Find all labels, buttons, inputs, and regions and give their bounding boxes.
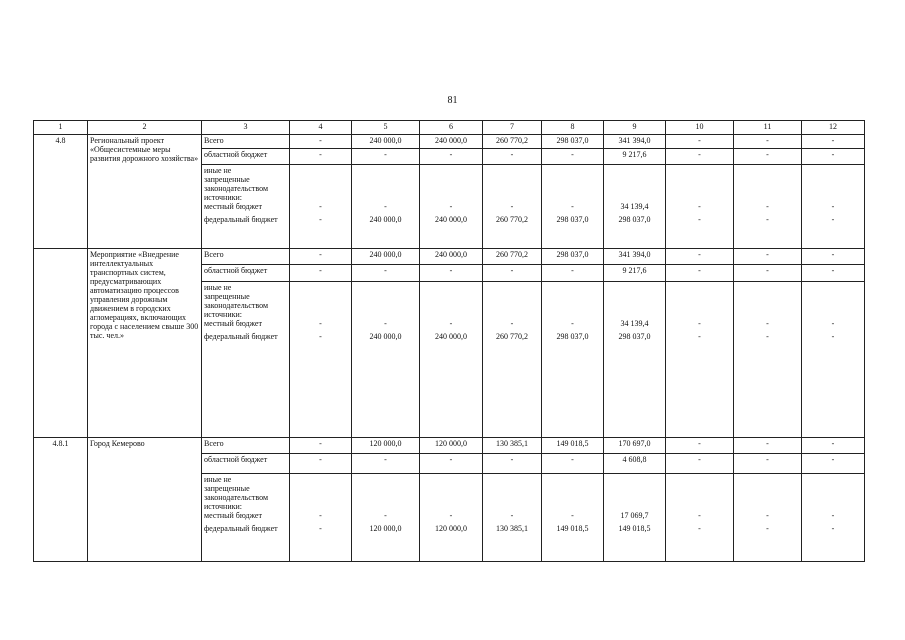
column-number: 3 bbox=[202, 121, 290, 135]
value-local: - bbox=[449, 319, 453, 328]
value-cell: - bbox=[802, 438, 865, 454]
value-cell: 240 000,0 bbox=[352, 135, 420, 149]
value-cell bbox=[734, 282, 802, 438]
other-sources-line: законодательством bbox=[204, 301, 269, 310]
source-label-regional: областной бюджет bbox=[202, 149, 290, 165]
value-cell bbox=[420, 282, 483, 438]
value-local: - bbox=[698, 202, 701, 211]
source-label-total: Всего bbox=[202, 135, 290, 149]
value-cell: - bbox=[483, 454, 542, 474]
value-local: - bbox=[766, 319, 769, 328]
value-federal: - bbox=[319, 215, 322, 224]
value-cell: 120 000,0 bbox=[352, 438, 420, 454]
value-cell bbox=[483, 474, 542, 562]
value-local: - bbox=[571, 202, 574, 211]
other-sources-line: запрещенные bbox=[204, 484, 250, 493]
value-cell: - bbox=[483, 265, 542, 282]
value-cell: - bbox=[290, 249, 352, 265]
budget-table bbox=[33, 120, 865, 562]
value-cell bbox=[666, 165, 734, 249]
value-federal: 260 770,2 bbox=[496, 215, 528, 224]
column-number: 6 bbox=[420, 121, 483, 135]
value-cell: - bbox=[666, 265, 734, 282]
value-cell: - bbox=[290, 438, 352, 454]
value-local: - bbox=[510, 319, 514, 328]
value-cell: 240 000,0 bbox=[420, 249, 483, 265]
item-number bbox=[34, 249, 88, 438]
value-cell: 260 770,2 bbox=[483, 249, 542, 265]
value-local: - bbox=[384, 319, 387, 328]
column-number: 9 bbox=[604, 121, 666, 135]
value-cell bbox=[666, 282, 734, 438]
column-number: 12 bbox=[802, 121, 865, 135]
value-local: - bbox=[571, 319, 574, 328]
value-cell: - bbox=[290, 135, 352, 149]
value-local: - bbox=[449, 202, 453, 211]
value-cell: - bbox=[290, 265, 352, 282]
value-cell: - bbox=[802, 135, 865, 149]
value-cell: - bbox=[734, 265, 802, 282]
other-sources-line: иные не bbox=[204, 475, 232, 484]
value-federal: - bbox=[766, 215, 769, 224]
value-cell bbox=[483, 282, 542, 438]
value-cell: 298 037,0 bbox=[542, 135, 604, 149]
value-cell bbox=[290, 282, 352, 438]
value-federal: - bbox=[698, 524, 701, 533]
value-cell: 149 018,5 bbox=[542, 438, 604, 454]
value-cell bbox=[420, 474, 483, 562]
value-cell: 260 770,2 bbox=[483, 135, 542, 149]
value-cell: - bbox=[290, 454, 352, 474]
value-federal: - bbox=[766, 332, 769, 341]
value-cell bbox=[352, 474, 420, 562]
value-local: - bbox=[766, 511, 769, 520]
value-cell bbox=[734, 165, 802, 249]
value-cell: - bbox=[666, 249, 734, 265]
value-local: - bbox=[449, 511, 453, 520]
value-cell: - bbox=[666, 135, 734, 149]
value-cell: - bbox=[420, 454, 483, 474]
value-federal: - bbox=[831, 332, 835, 341]
value-cell: 341 394,0 bbox=[604, 249, 666, 265]
value-cell: - bbox=[483, 149, 542, 165]
value-cell: - bbox=[802, 265, 865, 282]
value-local: - bbox=[384, 202, 387, 211]
other-sources-line: иные не bbox=[204, 166, 232, 175]
column-number: 10 bbox=[666, 121, 734, 135]
column-number-row bbox=[34, 121, 865, 135]
value-cell: - bbox=[352, 149, 420, 165]
value-cell bbox=[542, 474, 604, 562]
value-federal: 130 385,1 bbox=[496, 524, 528, 533]
other-sources-line: источники: bbox=[204, 502, 242, 511]
value-local: - bbox=[384, 511, 387, 520]
value-local: - bbox=[698, 319, 701, 328]
value-cell: 130 385,1 bbox=[483, 438, 542, 454]
value-cell bbox=[666, 474, 734, 562]
value-cell bbox=[604, 282, 666, 438]
page-number: 81 bbox=[447, 95, 458, 106]
source-label-total: Всего bbox=[202, 438, 290, 454]
value-cell: - bbox=[734, 149, 802, 165]
source-label-federal: федеральный бюджет bbox=[204, 215, 278, 224]
value-cell bbox=[352, 165, 420, 249]
value-cell: - bbox=[802, 249, 865, 265]
source-label-local: местный бюджет bbox=[204, 202, 262, 211]
item-title: Город Кемерово bbox=[88, 438, 202, 562]
value-cell bbox=[802, 282, 865, 438]
value-federal: 120 000,0 bbox=[369, 524, 402, 533]
value-cell: - bbox=[734, 249, 802, 265]
value-cell bbox=[483, 165, 542, 249]
value-local: - bbox=[319, 511, 322, 520]
value-cell: - bbox=[734, 454, 802, 474]
column-number: 4 bbox=[290, 121, 352, 135]
other-sources-line: законодательством bbox=[204, 184, 269, 193]
value-local: 34 139,4 bbox=[620, 319, 649, 328]
column-number: 1 bbox=[34, 121, 88, 135]
value-cell bbox=[734, 474, 802, 562]
value-federal: - bbox=[831, 215, 835, 224]
value-federal: - bbox=[698, 215, 701, 224]
value-local: - bbox=[319, 202, 322, 211]
column-number: 11 bbox=[734, 121, 802, 135]
value-cell: - bbox=[290, 149, 352, 165]
column-number: 2 bbox=[88, 121, 202, 135]
column-number: 7 bbox=[483, 121, 542, 135]
column-number: 8 bbox=[542, 121, 604, 135]
value-cell: - bbox=[420, 149, 483, 165]
value-cell: 240 000,0 bbox=[420, 135, 483, 149]
value-federal: 240 000,0 bbox=[369, 215, 402, 224]
value-cell: 120 000,0 bbox=[420, 438, 483, 454]
value-federal: 240 000,0 bbox=[369, 332, 402, 341]
value-cell bbox=[802, 474, 865, 562]
source-label-other bbox=[202, 165, 290, 249]
source-label-other bbox=[202, 282, 290, 438]
value-federal: 298 037,0 bbox=[556, 215, 589, 224]
value-cell: 9 217,6 bbox=[604, 149, 666, 165]
value-cell bbox=[542, 282, 604, 438]
value-cell: - bbox=[666, 149, 734, 165]
source-label-local: местный бюджет bbox=[204, 319, 262, 328]
other-sources-line: запрещенные bbox=[204, 292, 250, 301]
value-cell: - bbox=[666, 438, 734, 454]
value-local: - bbox=[510, 202, 514, 211]
value-federal: - bbox=[319, 332, 322, 341]
other-sources-line: иные не bbox=[204, 283, 232, 292]
value-federal: - bbox=[766, 524, 769, 533]
item-number: 4.8.1 bbox=[34, 438, 88, 562]
value-cell bbox=[352, 282, 420, 438]
value-federal: - bbox=[698, 332, 701, 341]
value-cell: - bbox=[734, 135, 802, 149]
value-local: - bbox=[831, 511, 835, 520]
item-number: 4.8 bbox=[34, 135, 88, 249]
value-local: - bbox=[571, 511, 574, 520]
value-cell bbox=[604, 165, 666, 249]
value-cell: 341 394,0 bbox=[604, 135, 666, 149]
value-federal: 260 770,2 bbox=[496, 332, 528, 341]
other-sources-line: запрещенные bbox=[204, 175, 250, 184]
value-cell: - bbox=[352, 265, 420, 282]
source-label-federal: федеральный бюджет bbox=[204, 524, 278, 533]
column-number: 5 bbox=[352, 121, 420, 135]
other-sources-line: законодательством bbox=[204, 493, 269, 502]
value-cell: - bbox=[542, 454, 604, 474]
source-label-federal: федеральный бюджет bbox=[204, 332, 278, 341]
value-federal: - bbox=[831, 524, 835, 533]
value-cell: - bbox=[420, 265, 483, 282]
value-cell bbox=[604, 474, 666, 562]
budget-row-total bbox=[34, 249, 865, 265]
budget-row-total bbox=[34, 135, 865, 149]
item-title: Мероприятие «Внедрение интеллектуальных транспортных систем, предусматривающих автоматизацию процессов управления дорожным движением в городских агломерациях, включающих города с населением свыше 300 тыс. чел.» bbox=[88, 249, 202, 438]
value-cell bbox=[802, 165, 865, 249]
value-cell: - bbox=[802, 149, 865, 165]
value-local: - bbox=[698, 511, 701, 520]
value-cell bbox=[290, 165, 352, 249]
value-federal: 298 037,0 bbox=[556, 332, 589, 341]
value-cell: - bbox=[542, 149, 604, 165]
value-cell bbox=[542, 165, 604, 249]
value-cell: 298 037,0 bbox=[542, 249, 604, 265]
value-cell: - bbox=[542, 265, 604, 282]
value-local: 17 069,7 bbox=[620, 511, 649, 520]
value-local: - bbox=[766, 202, 769, 211]
value-federal: 240 000,0 bbox=[435, 332, 467, 341]
value-local: - bbox=[319, 319, 322, 328]
value-federal: 149 018,5 bbox=[618, 524, 651, 533]
item-title: Региональный проект «Общесистемные меры развития дорожного хозяйства» bbox=[88, 135, 202, 249]
value-federal: - bbox=[319, 524, 322, 533]
value-local: - bbox=[831, 202, 835, 211]
source-label-regional: областной бюджет bbox=[202, 265, 290, 282]
other-sources-line: источники: bbox=[204, 310, 242, 319]
value-local: - bbox=[510, 511, 514, 520]
value-cell: 4 608,8 bbox=[604, 454, 666, 474]
source-label-regional: областной бюджет bbox=[202, 454, 290, 474]
value-federal: 120 000,0 bbox=[435, 524, 467, 533]
value-cell: - bbox=[734, 438, 802, 454]
source-label-local: местный бюджет bbox=[204, 511, 262, 520]
value-cell: - bbox=[666, 454, 734, 474]
other-sources-line: источники: bbox=[204, 193, 242, 202]
value-cell: 170 697,0 bbox=[604, 438, 666, 454]
source-label-total: Всего bbox=[202, 249, 290, 265]
value-cell: 240 000,0 bbox=[352, 249, 420, 265]
value-cell bbox=[420, 165, 483, 249]
value-cell bbox=[290, 474, 352, 562]
value-federal: 149 018,5 bbox=[556, 524, 589, 533]
value-federal: 298 037,0 bbox=[618, 332, 651, 341]
value-local: - bbox=[831, 319, 835, 328]
value-cell: - bbox=[802, 454, 865, 474]
source-label-other bbox=[202, 474, 290, 562]
budget-row-total bbox=[34, 438, 865, 454]
value-cell: - bbox=[352, 454, 420, 474]
value-local: 34 139,4 bbox=[620, 202, 649, 211]
value-cell: 9 217,6 bbox=[604, 265, 666, 282]
value-federal: 240 000,0 bbox=[435, 215, 467, 224]
value-federal: 298 037,0 bbox=[618, 215, 651, 224]
